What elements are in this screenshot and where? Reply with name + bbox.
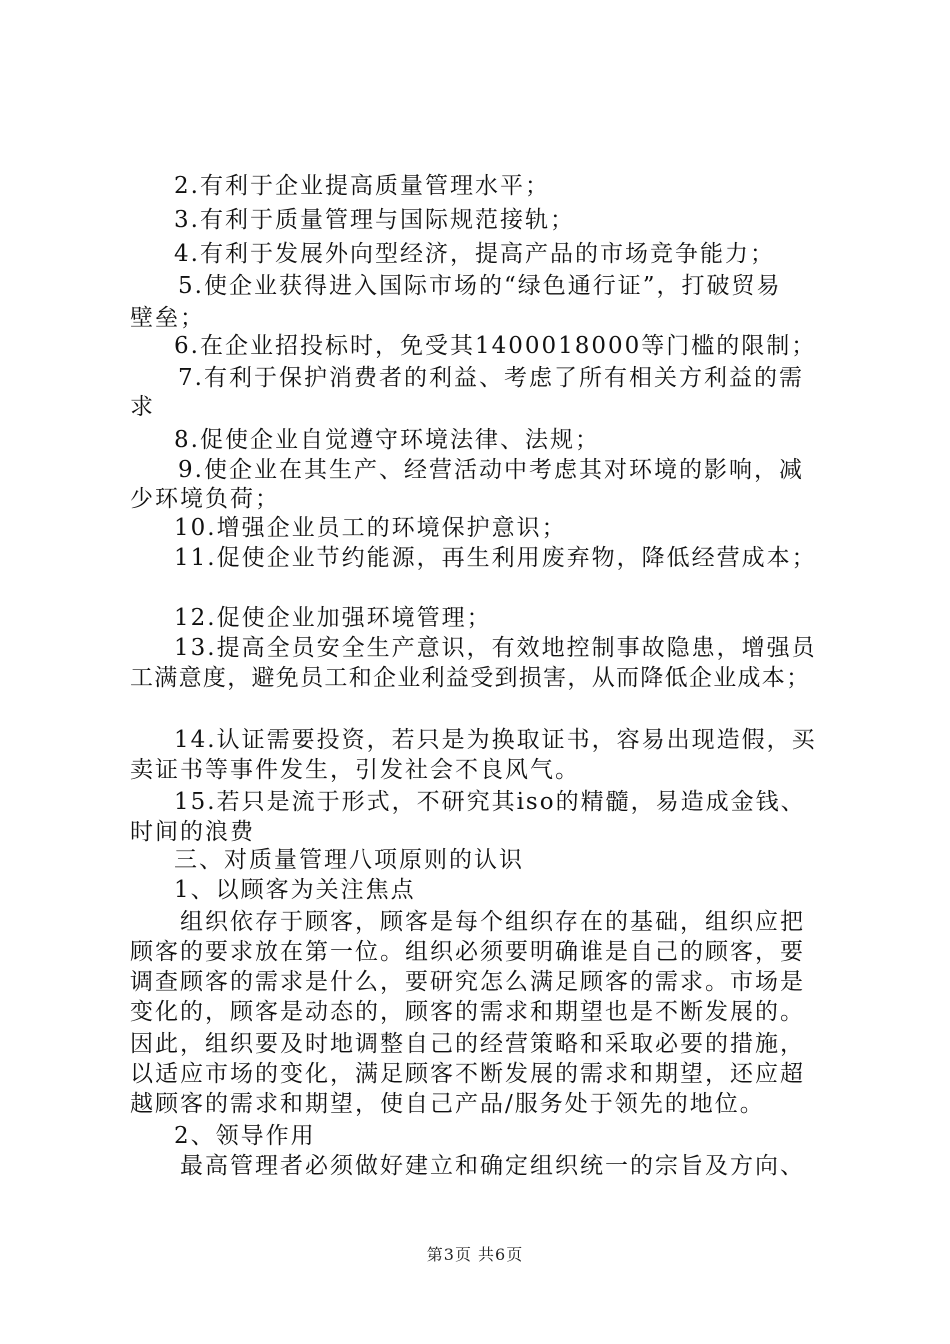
text-line: 11.促使企业节约能源，再生利用废弃物，降低经营成本；: [174, 545, 817, 571]
text-line: 以适应市场的变化，满足顾客不断发展的需求和期望，还应超: [130, 1061, 805, 1087]
text-line: 3.有利于质量管理与国际规范接轨；: [174, 207, 575, 233]
text-line: 2.有利于企业提高质量管理水平；: [174, 173, 550, 199]
text-line: 顾客的要求放在第一位。组织必须要明确谁是自己的顾客，要: [130, 939, 805, 965]
text-line: 越顾客的需求和期望，使自己产品/服务处于领先的地位。: [130, 1091, 765, 1117]
subsection-heading: 2、领导作用: [174, 1123, 316, 1149]
text-line: 5.使企业获得进入国际市场的“绿色通行证”，打破贸易: [178, 273, 782, 299]
text-line: 求: [130, 394, 155, 420]
section-heading: 三、对质量管理八项原则的认识: [174, 847, 524, 873]
text-line: 8.促使企业自觉遵守环境法律、法规；: [174, 427, 600, 453]
text-line: 14.认证需要投资，若只是为换取证书，容易出现造假，买: [174, 727, 817, 753]
text-line: 卖证书等事件发生，引发社会不良风气。: [130, 757, 580, 783]
text-line: 7.有利于保护消费者的利益、考虑了所有相关方利益的需: [178, 365, 804, 391]
text-line: 组织依存于顾客，顾客是每个组织存在的基础，组织应把: [180, 909, 805, 935]
text-line: 少环境负荷；: [130, 486, 280, 512]
text-line: 9.使企业在其生产、经营活动中考虑其对环境的影响，减: [178, 457, 804, 483]
text-line: 13.提高全员安全生产意识，有效地控制事故隐患，增强员: [174, 635, 817, 661]
text-line: 6.在企业招投标时，免受其1400018000等门槛的限制；: [174, 333, 817, 359]
text-line: 最高管理者必须做好建立和确定组织统一的宗旨及方向、: [180, 1153, 805, 1179]
text-line: 调查顾客的需求是什么，要研究怎么满足顾客的需求。市场是: [130, 969, 805, 995]
text-line: 因此，组织要及时地调整自己的经营策略和采取必要的措施，: [130, 1031, 805, 1057]
text-line: 4.有利于发展外向型经济，提高产品的市场竞争能力；: [174, 241, 775, 267]
page-number-footer: 第3页 共6页: [426, 1245, 524, 1264]
text-line: 工满意度，避免员工和企业利益受到损害，从而降低企业成本；: [130, 665, 811, 691]
text-line: 10.增强企业员工的环境保护意识；: [174, 515, 567, 541]
text-line: 时间的浪费: [130, 819, 255, 845]
text-line: 变化的，顾客是动态的，顾客的需求和期望也是不断发展的。: [130, 999, 805, 1025]
text-line: 15.若只是流于形式，不研究其iso的精髓，易造成金钱、: [174, 789, 806, 815]
text-line: 12.促使企业加强环境管理；: [174, 605, 492, 631]
subsection-heading: 1、以顾客为关注焦点: [174, 877, 416, 903]
text-line: 壁垒；: [130, 305, 205, 331]
